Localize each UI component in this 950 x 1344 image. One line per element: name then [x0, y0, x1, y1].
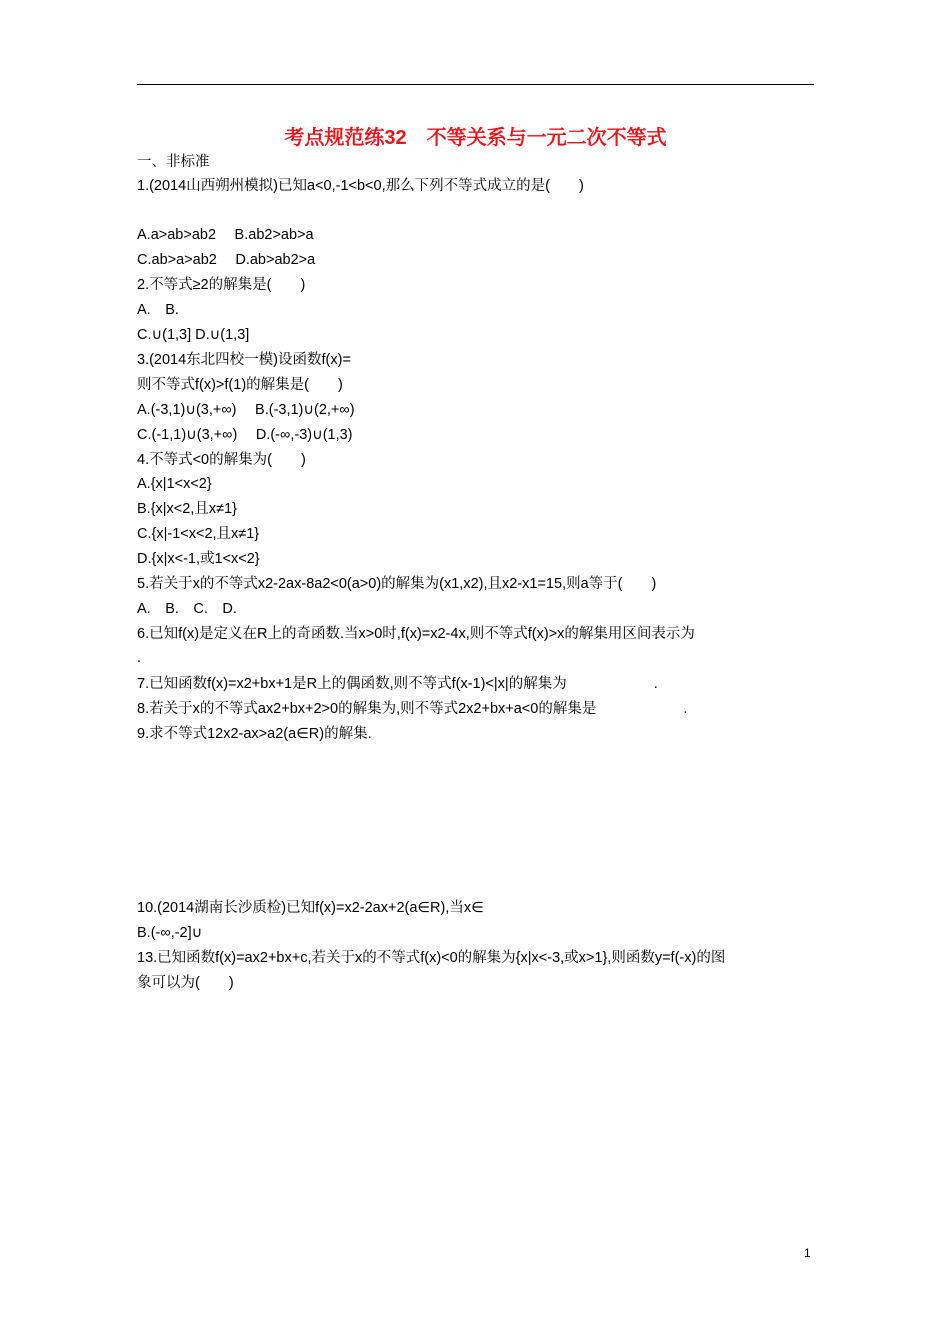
question-10: 10.(2014湖南长沙质检)已知f(x)=x2-2ax+2(a∈R),当x∈	[137, 900, 484, 916]
question-5: 5.若关于x的不等式x2-2ax-8a2<0(a>0)的解集为(x1,x2),且x2-x1=15,则a等于( )	[137, 576, 657, 592]
question-3-options-ab: A.(-3,1)∪(3,+∞) B.(-3,1)∪(2,+∞)	[137, 402, 355, 418]
question-6-continued: .	[137, 650, 142, 666]
header-rule	[137, 84, 814, 85]
section-heading: 一、非标准	[137, 154, 210, 170]
question-5-options: A. B. C. D.	[137, 601, 237, 617]
question-9: 9.求不等式12x2-ax>a2(a∈R)的解集.	[137, 726, 372, 742]
question-6: 6.已知f(x)是定义在R上的奇函数.当x>0时,f(x)=x2-4x,则不等式f(x)>x的解集用区间表示为	[137, 626, 695, 642]
question-3: 3.(2014东北四校一模)设函数f(x)=	[137, 352, 351, 368]
page-number: 1	[804, 1246, 811, 1260]
question-13-continued: 象可以为( )	[137, 975, 234, 991]
question-4-option-d: D.{x|x<-1,或1<x<2}	[137, 551, 260, 567]
question-4: 4.不等式<0的解集为( )	[137, 452, 306, 468]
question-1-options-ab: A.a>ab>ab2 B.ab2>ab>a	[137, 227, 314, 243]
question-13: 13.已知函数f(x)=ax2+bx+c,若关于x的不等式f(x)<0的解集为{x|x<-3,或x>1},则函数y=f(-x)的图	[137, 950, 726, 966]
question-4-option-a: A.{x|1<x<2}	[137, 476, 212, 492]
question-10-option-b: B.(-∞,-2]∪	[137, 925, 203, 941]
question-8: 8.若关于x的不等式ax2+bx+2>0的解集为,则不等式2x2+bx+a<0的解集是 .	[137, 701, 688, 717]
question-7: 7.已知函数f(x)=x2+bx+1是R上的偶函数,则不等式f(x-1)<|x|的解集为 .	[137, 676, 658, 692]
question-1-options-cd: C.ab>a>ab2 D.ab>ab2>a	[137, 252, 316, 268]
question-2-options-cd: C.∪(1,3] D.∪(1,3]	[137, 327, 250, 343]
question-4-option-b: B.{x|x<2,且x≠1}	[137, 501, 237, 517]
question-2-options-ab: A. B.	[137, 302, 179, 318]
question-3-continued: 则不等式f(x)>f(1)的解集是( )	[137, 377, 343, 393]
question-1: 1.(2014山西朔州模拟)已知a<0,-1<b<0,那么下列不等式成立的是( )	[137, 178, 584, 194]
question-3-options-cd: C.(-1,1)∪(3,+∞) D.(-∞,-3)∪(1,3)	[137, 427, 353, 443]
question-2: 2.不等式≥2的解集是( )	[137, 277, 306, 293]
question-4-option-c: C.{x|-1<x<2,且x≠1}	[137, 526, 260, 542]
page-title: 考点规范练32 不等关系与一元二次不等式	[284, 127, 667, 149]
